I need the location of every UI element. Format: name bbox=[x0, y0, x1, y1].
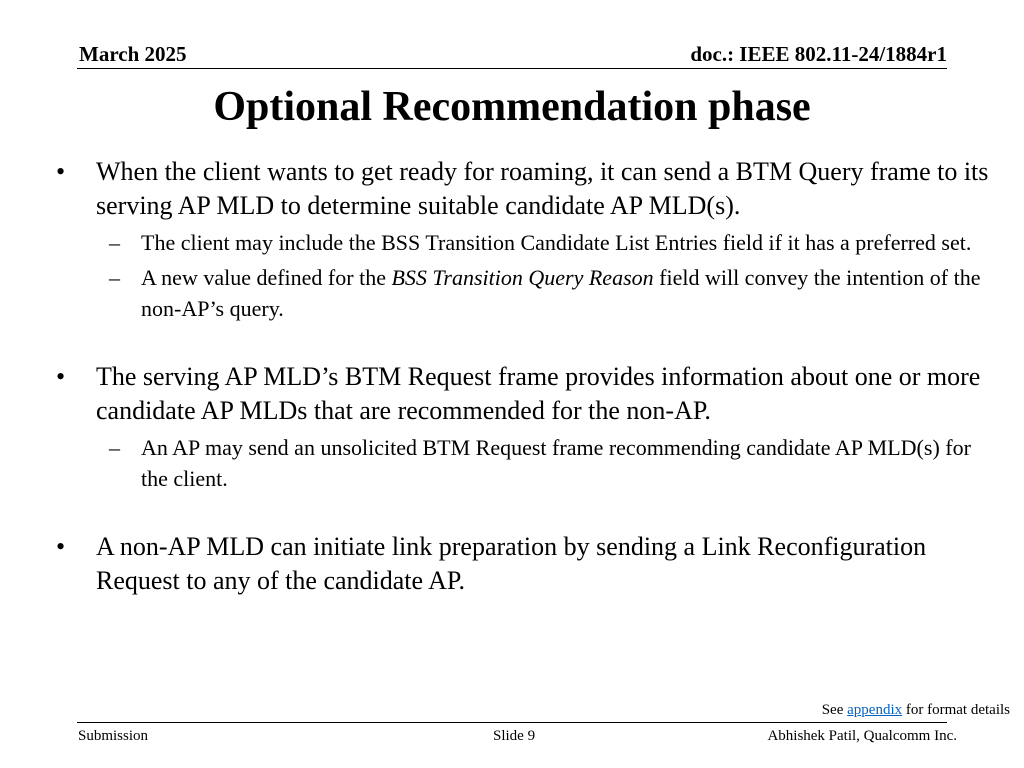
header-doc-id: doc.: IEEE 802.11-24/1884r1 bbox=[690, 42, 947, 66]
bullet-text: When the client wants to get ready for roaming, it can send a BTM Query frame to its serving AP MLD to determine suitable candidate AP MLD(s). bbox=[96, 157, 989, 220]
slide-title: Optional Recommendation phase bbox=[213, 84, 811, 130]
appendix-note-prefix: See bbox=[821, 702, 848, 718]
sub-bullet-item bbox=[52, 227, 992, 258]
sub-bullet-text bbox=[141, 265, 981, 321]
footer-divider bbox=[77, 722, 947, 723]
sub-bullet-mark: – bbox=[109, 265, 120, 290]
sub-bullet-mark: – bbox=[109, 230, 120, 255]
footer-author: Abhishek Patil, Qualcomm Inc. bbox=[767, 728, 957, 744]
bullet-text: A non-AP MLD can initiate link preparation by sending a Link Reconfiguration Request to any of the candidate AP. bbox=[96, 532, 927, 595]
sub-bullet-text: The client may include the BSS Transition Candidate List Entries field if it has a preferred set. bbox=[141, 230, 972, 255]
bullet-item bbox=[52, 155, 992, 223]
bullet-mark: • bbox=[56, 157, 66, 186]
slide-body bbox=[52, 155, 992, 598]
sub-bullet-text: An AP may send an unsolicited BTM Request frame recommending candidate AP MLD(s) for the client. bbox=[141, 435, 971, 491]
sub-bullet-text-start: A new value defined for the bbox=[141, 265, 392, 290]
header-date: March 2025 bbox=[79, 42, 187, 66]
bullet-item bbox=[52, 360, 992, 428]
appendix-note-suffix: for format details bbox=[902, 702, 1010, 718]
footer-slide-number: Slide 9 bbox=[493, 728, 536, 744]
sub-bullet-item bbox=[52, 432, 992, 494]
footer-submission: Submission bbox=[78, 728, 149, 744]
header-divider bbox=[77, 68, 947, 69]
sub-bullet-item bbox=[52, 262, 992, 324]
field-name-italic: BSS Transition Query Reason bbox=[391, 265, 654, 290]
appendix-link[interactable]: appendix bbox=[847, 702, 903, 718]
bullet-mark: • bbox=[56, 362, 66, 391]
bullet-mark: • bbox=[56, 532, 66, 561]
sub-bullet-text-end: field will convey the intention of the non-AP’s query. bbox=[141, 265, 981, 321]
sub-bullet-mark: – bbox=[109, 435, 120, 460]
bullet-item bbox=[52, 530, 992, 598]
bullet-text: The serving AP MLD’s BTM Request frame provides information about one or more candidate AP MLDs that are recommended for the non-AP. bbox=[96, 362, 981, 425]
appendix-note bbox=[822, 702, 1010, 719]
